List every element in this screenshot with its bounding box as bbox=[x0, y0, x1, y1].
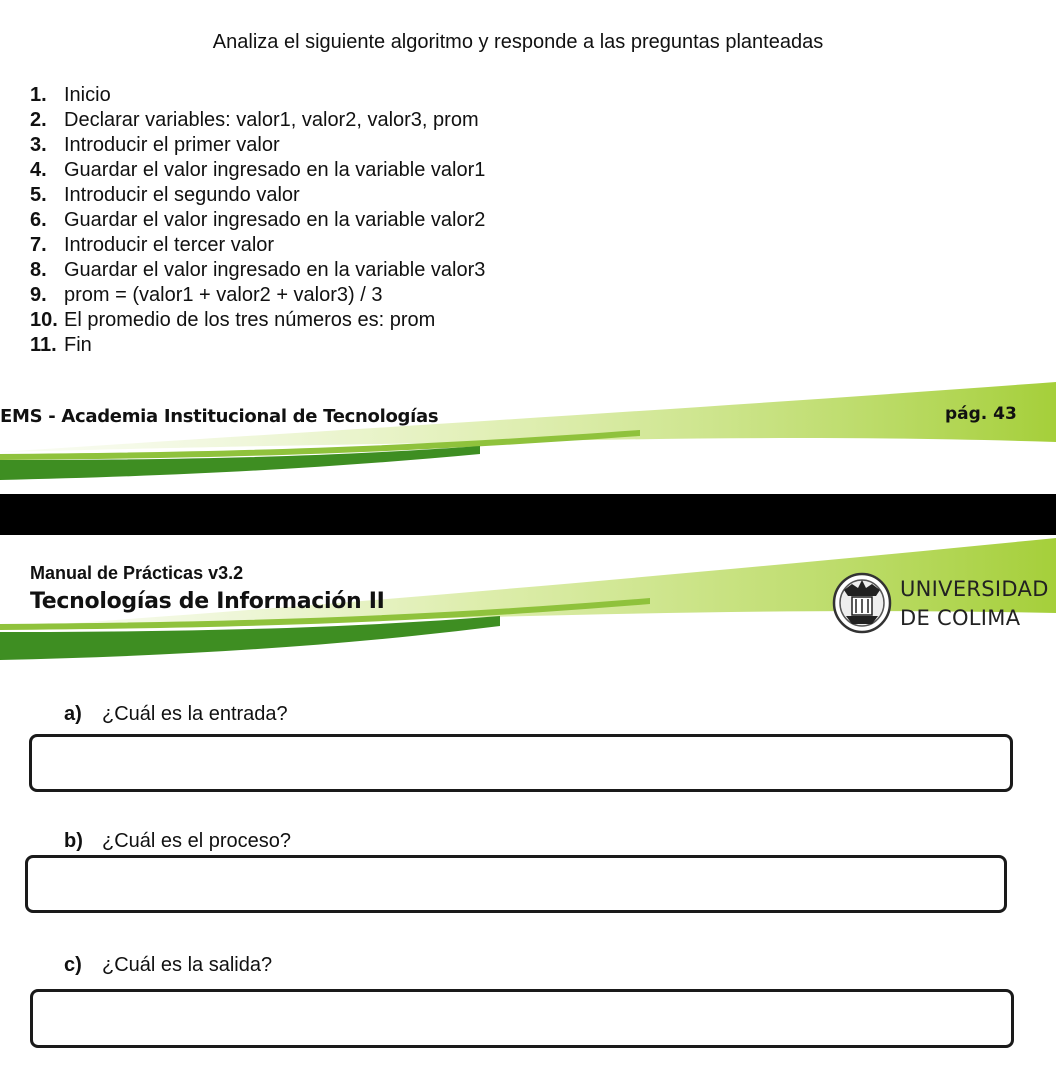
footer-green-band bbox=[0, 372, 1056, 484]
answer-box-a[interactable] bbox=[29, 734, 1013, 792]
course-title: Tecnologías de Información II bbox=[30, 589, 385, 614]
question-a: a) ¿Cuál es la entrada? bbox=[64, 703, 288, 725]
question-b: b) ¿Cuál es el proceso? bbox=[64, 830, 291, 852]
step: 8. Guardar el valor ingresado en la variable valor3 bbox=[30, 259, 486, 281]
university-name-line2: DE COLIMA bbox=[900, 606, 1021, 630]
step: 5. Introducir el segundo valor bbox=[30, 184, 300, 206]
instructions: Analiza el siguiente algoritmo y responde a las preguntas planteadas bbox=[212, 31, 824, 53]
manual-version: Manual de Prácticas v3.2 bbox=[30, 563, 244, 583]
university-seal-icon bbox=[832, 572, 892, 634]
step: 11. Fin bbox=[30, 334, 92, 356]
step: 3. Introducir el primer valor bbox=[30, 134, 280, 156]
answer-box-c[interactable] bbox=[30, 989, 1014, 1048]
step: 6. Guardar el valor ingresado en la variable valor2 bbox=[30, 209, 486, 231]
step: 9. prom = (valor1 + valor2 + valor3) / 3 bbox=[30, 284, 383, 306]
algorithm-steps bbox=[30, 83, 485, 358]
step: 7. Introducir el tercer valor bbox=[30, 234, 275, 256]
step: 2. Declarar variables: valor1, valor2, valor3, prom bbox=[30, 109, 479, 131]
footer-academy: EMS - Academia Institucional de Tecnologías bbox=[0, 406, 439, 427]
university-name-line1: UNIVERSIDAD bbox=[900, 577, 1049, 601]
step: 1. Inicio bbox=[30, 84, 111, 106]
page-separator bbox=[0, 494, 1056, 535]
step: 10. El promedio de los tres números es: prom bbox=[30, 309, 436, 331]
page-number: pág. 43 bbox=[945, 404, 1017, 424]
question-c: c) ¿Cuál es la salida? bbox=[64, 954, 273, 976]
answer-box-b[interactable] bbox=[25, 855, 1007, 913]
step: 4. Guardar el valor ingresado en la variable valor1 bbox=[30, 159, 486, 181]
